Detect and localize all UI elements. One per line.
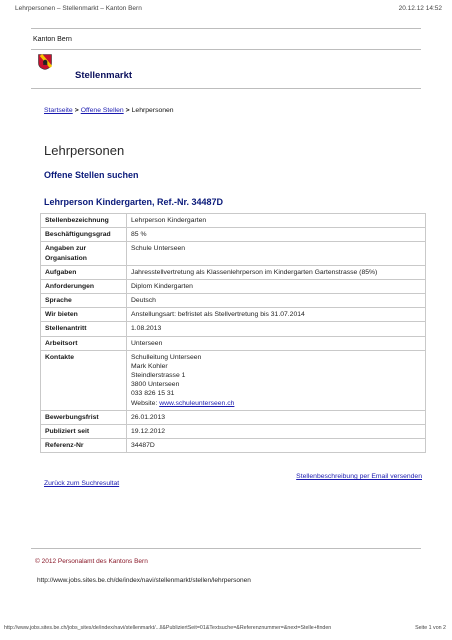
detail-value [127,279,426,293]
detail-value-line: 3800 Unterseen [131,381,180,389]
detail-value-line: Anstellungsart: befristet als Stellvertretung bis 31.07.2014 [131,311,305,319]
detail-label: Wir bieten [41,308,127,322]
detail-row [41,308,426,322]
breadcrumb-separator: > [125,107,130,114]
breadcrumb-separator: > [74,107,79,114]
bern-crest-icon [38,54,52,70]
footer-divider [31,548,421,549]
detail-value [127,424,426,438]
detail-row [41,294,426,308]
detail-value [127,322,426,336]
breadcrumb-home-link[interactable]: Startseite [44,107,73,114]
detail-value-line: Unterseen [131,339,163,347]
detail-row [41,410,426,424]
detail-value [127,336,426,350]
canton-name: Kanton Bern [33,36,72,43]
detail-row [41,336,426,350]
header-divider [31,49,421,50]
detail-value [127,214,426,228]
detail-value-line: 033 826 15 31 [131,390,175,398]
footer-url: http://www.jobs.sites.be.ch/de/index/navi/stellenmarkt/stellen/lehrpersonen [37,577,251,584]
footer-copyright: © 2012 Personalamt des Kantons Bern [35,558,148,565]
detail-value-line: Schulleitung Unterseen [131,353,202,361]
section-title: Stellenmarkt [75,70,133,81]
detail-value-line: Diplom Kindergarten [131,282,193,290]
detail-label: Beschäftigungsgrad [41,228,127,242]
detail-row [41,424,426,438]
detail-value [127,410,426,424]
detail-label: Angaben zur Organisation [41,242,127,265]
detail-value [127,242,426,265]
print-header [0,0,452,14]
detail-row [41,279,426,293]
email-job-description-link[interactable]: Stellenbeschreibung per Email versenden [296,473,422,480]
print-header-timestamp: 20.12.12 14:52 [398,5,442,12]
detail-row [41,242,426,265]
job-title: Lehrperson Kindergarten, Ref.-Nr. 34487D [44,197,224,207]
detail-value-line: 19.12.2012 [131,427,166,435]
breadcrumb-current: Lehrpersonen [131,107,174,114]
page-subtitle: Offene Stellen suchen [44,170,139,180]
detail-label: Publiziert seit [41,424,127,438]
detail-label: Aufgaben [41,265,127,279]
detail-value [127,308,426,322]
detail-value-line: Mark Kohler [131,362,168,370]
detail-value-line: Steindlerstrasse 1 [131,372,186,380]
detail-label: Sprache [41,294,127,308]
detail-label: Kontakte [41,350,127,410]
page-title: Lehrpersonen [44,143,125,158]
detail-value-line: 85 % [131,231,147,239]
detail-row [41,214,426,228]
detail-label: Arbeitsort [41,336,127,350]
detail-value-line: Deutsch [131,297,156,305]
website-prefix: Website: [131,399,160,407]
breadcrumb [44,107,174,114]
detail-value [127,294,426,308]
nav-divider [31,88,421,89]
detail-label: Stellenantritt [41,322,127,336]
detail-value [127,265,426,279]
school-website-link[interactable]: www.schuleunterseen.ch [159,399,235,407]
detail-value [127,228,426,242]
job-details-table [40,213,426,453]
detail-value-line: Schule Unterseen [131,245,186,253]
detail-value-line: Jahresstellvertretung als Klassenlehrperson im Kindergarten Gartenstrasse (85%) [131,268,378,276]
detail-value [127,439,426,453]
detail-label: Stellenbezeichnung [41,214,127,228]
breadcrumb-offene-stellen-link[interactable]: Offene Stellen [80,107,124,114]
detail-value-line: Lehrperson Kindergarten [131,217,207,224]
detail-label: Referenz-Nr [41,439,127,453]
detail-value-line: 34487D [131,442,155,450]
detail-row [41,265,426,279]
print-footer-url: http://www.jobs.sites.be.ch/jobs_sites/de/index/navi/stellenmarkt/...ll&PubliziertSeit=01&Textsuche=&Referenznummer=&next=Stelle+finden [4,625,332,631]
detail-website-line [131,399,421,408]
detail-label: Bewerbungsfrist [41,410,127,424]
detail-label: Anforderungen [41,279,127,293]
detail-row [41,350,426,410]
detail-row [41,228,426,242]
detail-row [41,439,426,453]
print-footer-page-number: Seite 1 von 2 [415,625,446,631]
detail-value [127,350,426,410]
print-header-title: Lehrpersonen – Stellenmarkt – Kanton Bern [15,5,142,12]
detail-value-line: 1.08.2013 [131,325,162,333]
detail-row [41,322,426,336]
top-divider [31,28,421,29]
detail-value-line: 26.01.2013 [131,413,166,421]
back-to-results-link[interactable]: Zurück zum Suchresultat [44,480,120,487]
